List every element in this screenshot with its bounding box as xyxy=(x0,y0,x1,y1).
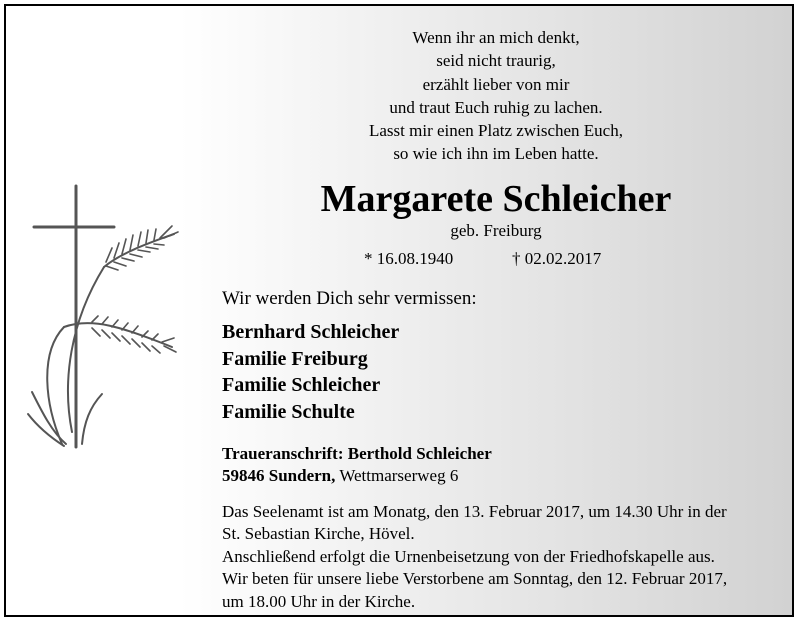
birth-date: * 16.08.1940 xyxy=(364,249,454,268)
address-city: 59846 Sundern, xyxy=(222,466,336,485)
birth-name: geb. Freiburg xyxy=(450,221,542,240)
miss-text: Wir werden Dich sehr vermissen: xyxy=(222,288,477,309)
cross-with-wheat-icon xyxy=(22,182,182,452)
poem-line: Wenn ihr an mich denkt, xyxy=(412,28,580,47)
service-line: Wir beten für unsere liebe Verstorbene am Sonntag, den 12. Februar 2017, xyxy=(222,569,728,589)
poem-line: erzählt lieber von mir xyxy=(422,74,570,94)
service-line: um 18.00 Uhr in der Kirche. xyxy=(222,591,416,611)
poem xyxy=(206,26,786,166)
service-info xyxy=(222,501,727,613)
address-street: Wettmarserweg 6 xyxy=(339,466,459,485)
death-date: † 02.02.2017 xyxy=(512,249,602,268)
deceased-name: Margarete Schleicher xyxy=(320,178,672,220)
mourner: Familie Freiburg xyxy=(222,347,368,370)
service-line: St. Sebastian Kirche, Hövel. xyxy=(222,524,415,544)
mourner: Bernhard Schleicher xyxy=(222,321,400,343)
mourner: Familie Schleicher xyxy=(222,374,381,397)
address-line xyxy=(222,465,492,487)
mourner: Familie Schulte xyxy=(222,400,355,423)
address-label: Traueranschrift: Berthold Schleicher xyxy=(222,444,492,463)
service-line: Das Seelenamt ist am Monatg, den 13. Februar 2017, um 14.30 Uhr in der xyxy=(222,502,727,521)
service-line: Anschließend erfolgt die Urnenbeisetzung von der Friedhofskapelle aus. xyxy=(222,546,715,566)
poem-line: Lasst mir einen Platz zwischen Euch, xyxy=(369,121,623,141)
poem-line: seid nicht traurig, xyxy=(436,51,556,71)
mourning-address xyxy=(222,443,492,487)
poem-line: so wie ich ihn im Leben hatte. xyxy=(393,144,599,164)
obituary-notice xyxy=(4,4,794,617)
poem-line: und traut Euch ruhig zu lachen. xyxy=(389,97,603,117)
mourners-list xyxy=(222,319,399,425)
